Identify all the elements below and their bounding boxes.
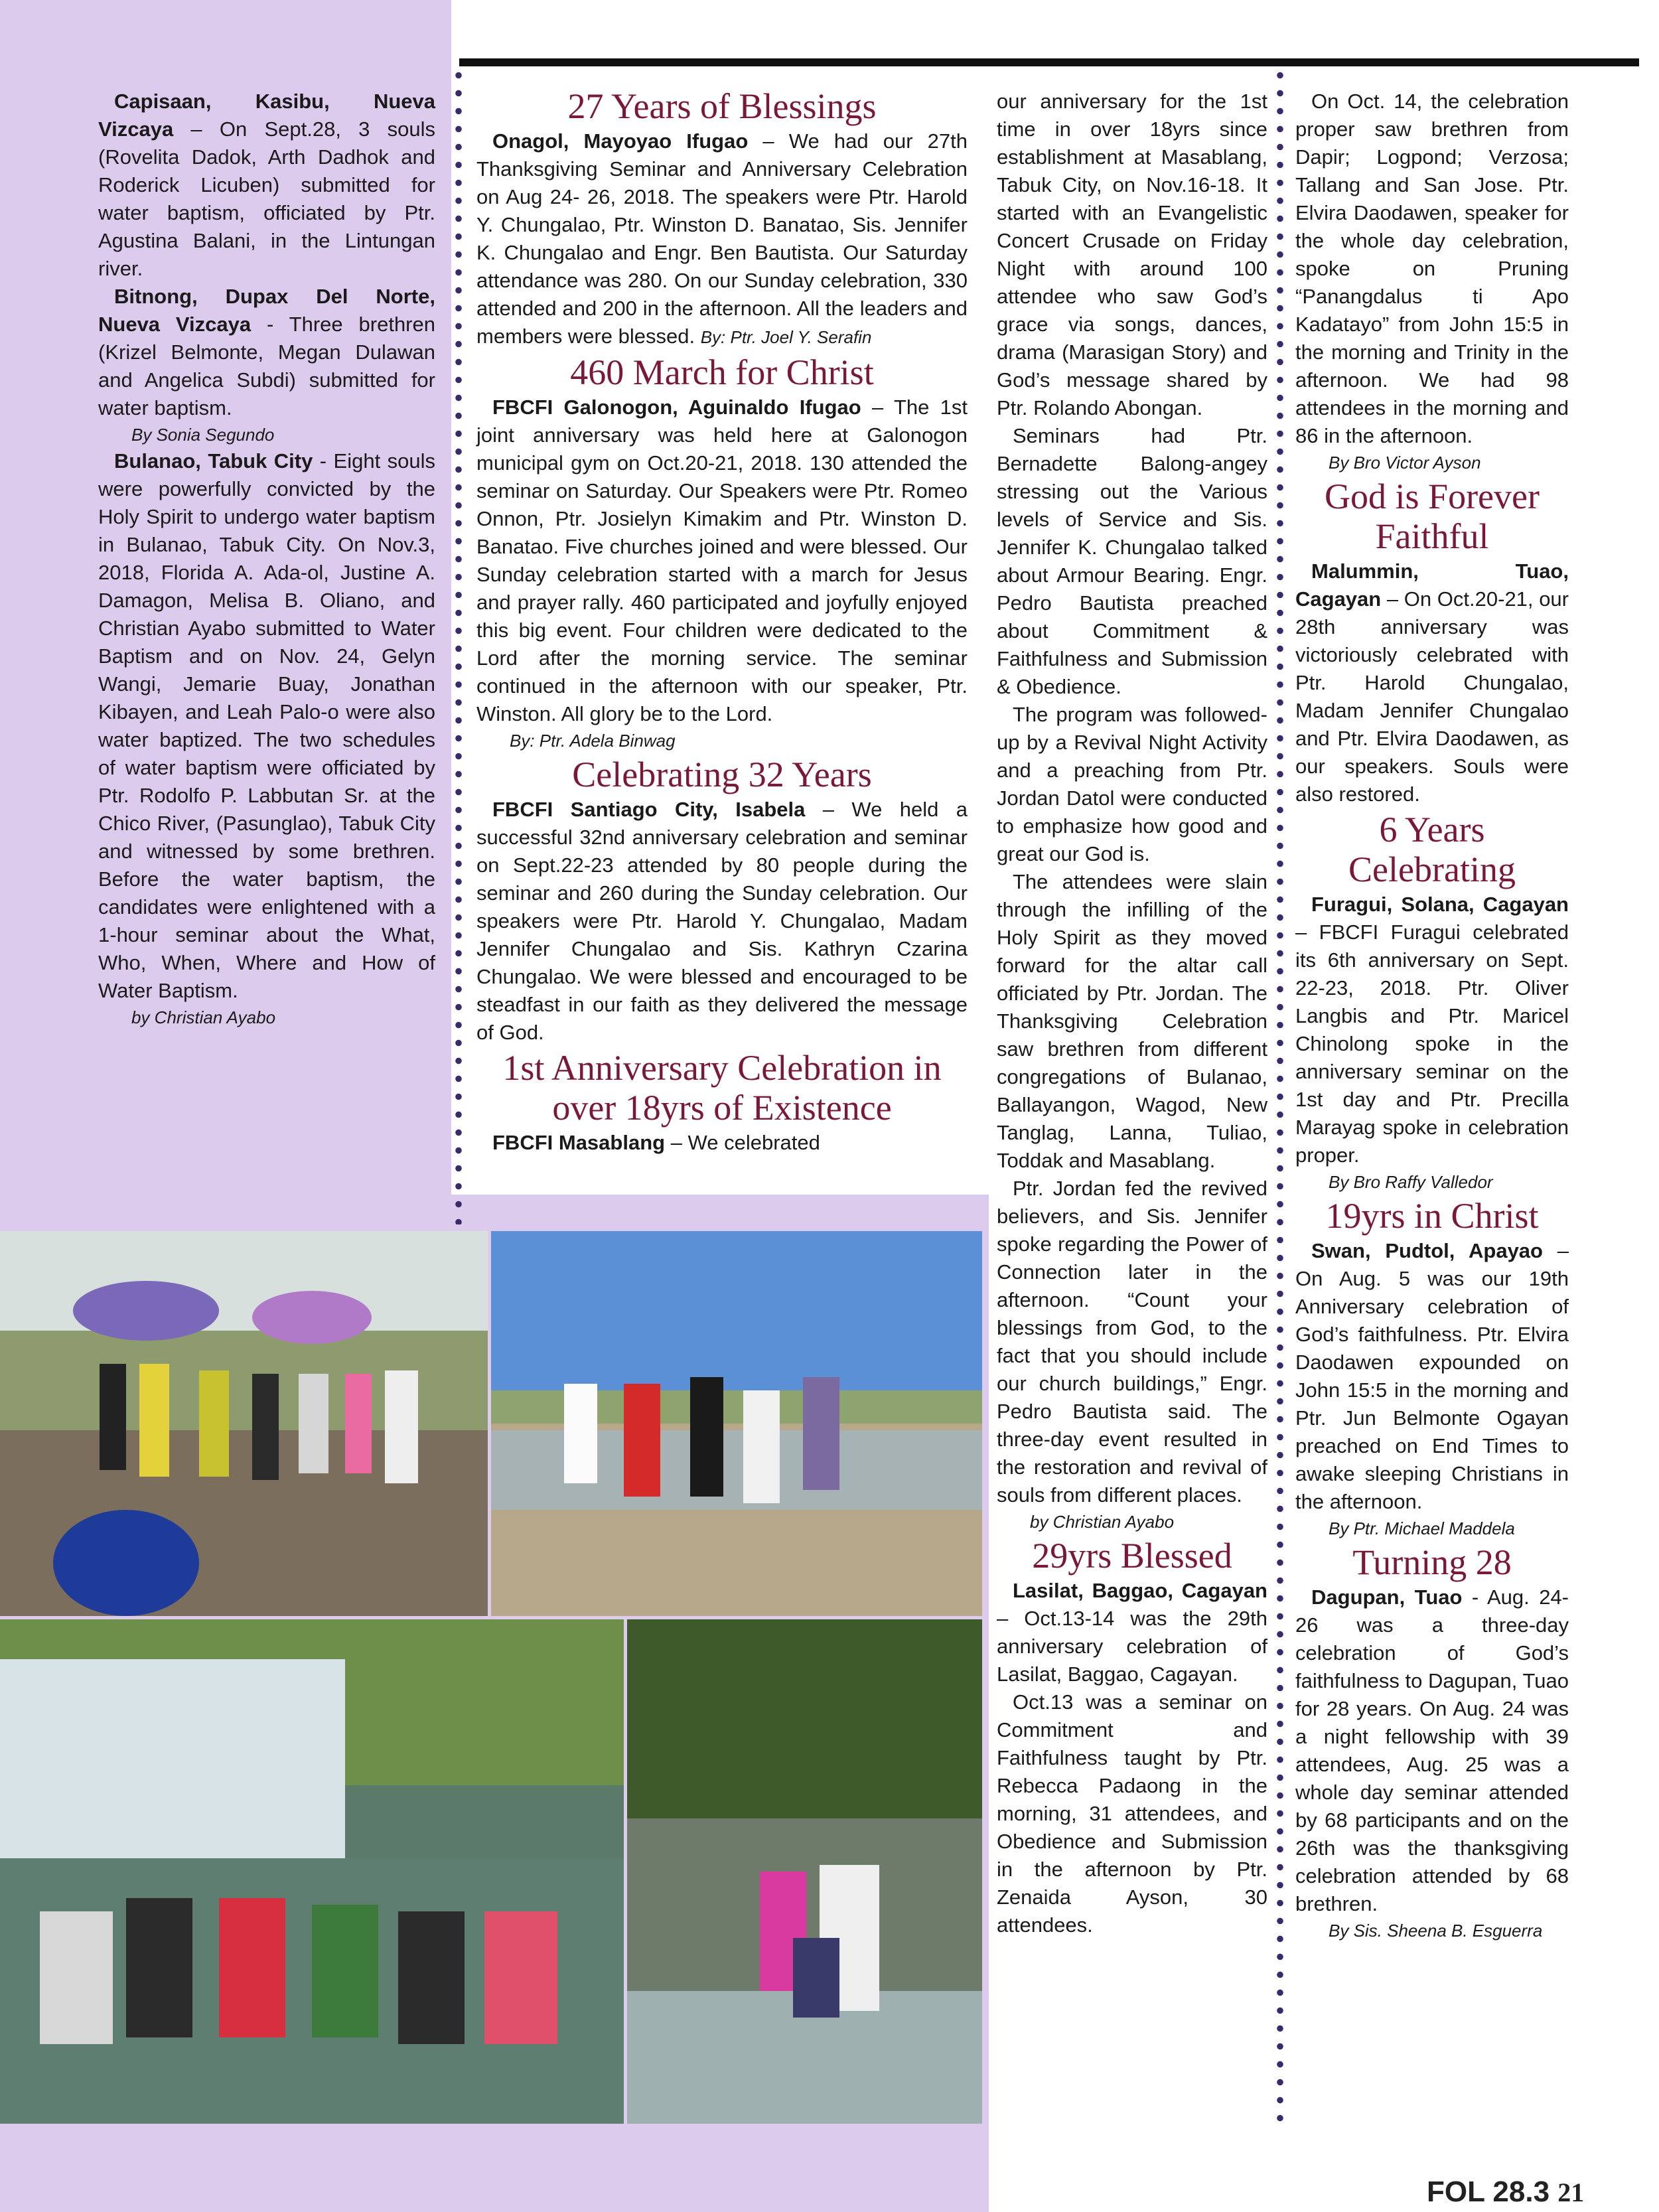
byline: By Bro Raffy Valledor [1329, 1172, 1493, 1192]
heading-27-years: 27 Years of Blessings [567, 86, 877, 126]
byline: By Sonia Segundo [131, 425, 275, 445]
byline: By: Ptr. Adela Binwag [510, 731, 676, 751]
article-bitnong: Bitnong, Dupax Del Norte, Nueva Vizcaya - Three brethren (Krizel Belmonte, Megan Dulawan and Angelica Subdi) submitted for water baptism. [98, 285, 435, 419]
article-onagol: Onagol, Mayoyao Ifugao – We had our 27th Thanksgiving Seminar and Anniversary Celebration on Aug 24- 26, 2018. The speakers were Ptr. Harold Y. Chungalao, Ptr. Winston D. Banatao, Sis. Jennifer K. Chungalao and Engr. Ben Bautista. Our Saturday attendance was 280. On our Sunday celebration, 330 attended and 200 in the afternoon. All the leaders and members were blessed. By: Ptr. Joel Y. Serafin [476, 129, 968, 348]
article-bulanao: Bulanao, Tabuk City - Eight souls were powerfully convicted by the Holy Spirit to undergo water baptism in Bulanao, Tabuk City. On Nov.3, 2018, Florida A. Ada-ol, Justine A. Damagon, Melisa B. Oliano, and Christian Ayabo submitted to Water Baptism and on Nov. 24, Gelyn Wangi, Jemarie Buay, Jonathan Kibayen, and Leah Palo-o were also water baptized. The two schedules of water baptism were officiated by Ptr. Rodolfo P. Labbutan Sr. at the Chico River, (Pasunglao), Tabuk City and witnessed by some brethren. Before the water baptism, the candidates were enlightened with a 1-hour seminar about the What, Who, When, Where and How of Water Baptism. [98, 449, 435, 1002]
page-number: 21 [1557, 2177, 1585, 2207]
dotted-divider-left [454, 66, 463, 1224]
heading-god-faithful: God is Forever Faithful [1325, 477, 1540, 556]
article-dagupan: Dagupan, Tuao - Aug. 24-26 was a three-day celebration of God’s faithfulness to Dagupan, Tuao for 28 years. On Aug. 24 was a night fellowship with 39 attendees, Aug. 25 was a whole day seminar attended by 68 participants and on the 26th was the thanksgiving celebration attended by 68 brethren. [1295, 1585, 1569, 1915]
issue-label: FOL 28.3 [1427, 2175, 1550, 2208]
byline: By Bro Victor Ayson [1329, 453, 1481, 473]
dotted-divider-right [1275, 66, 1285, 2124]
photo-river-raised-hands [491, 1231, 982, 1616]
paragraph: The program was followed-up by a Revival Night Activity and a preaching from Ptr. Jordan Datol were conducted to emphasize how good and great our God is. [997, 703, 1267, 865]
column-3 [997, 88, 1267, 1939]
heading-19yrs: 19yrs in Christ [1325, 1196, 1539, 1236]
byline: by Christian Ayabo [131, 1007, 276, 1027]
column-1 [98, 88, 435, 1030]
page-footer [1427, 2175, 1584, 2209]
article-masablang-cont: our anniversary for the 1st time in over 18yrs since establishment at Masablang, Tabuk City, on Nov.16-18. It started with an Evangelistic Concert Crusade on Friday Night with around 100 attendee who saw God’s grace via songs, dances, drama (Marasigan Story) and God’s message shared by Ptr. Rolando Abongan. [997, 90, 1267, 419]
paragraph: Ptr. Jordan fed the revived believers, and Sis. Jennifer spoke regarding the Power of Connection later in the afternoon. “Count your blessings from God, to the fact that you should include our church buildings,” Engr. Pedro Bautista said. The three-day event resulted in the restoration and revival of souls from different places. [997, 1177, 1267, 1507]
article-galonogon: FBCFI Galonogon, Aguinaldo Ifugao – The 1st joint anniversary was held here at Galonogon municipal gym on Oct.20-21, 2018. 130 attended the seminar on Saturday. Our Speakers were Ptr. Romeo Onnon, Ptr. Josielyn Kimakim and Ptr. Winston D. Banatao. Five churches joined and were blessed. Our Sunday celebration started with a march for Jesus and prayer rally. 460 participated and joyfully enjoyed this big event. Four children were dedicated to the Lord after the morning service. The seminar continued in the afternoon with our speaker, Ptr. Winston. All glory be to the Lord. [476, 396, 968, 725]
top-rule [459, 58, 1639, 66]
byline: by Christian Ayabo [1030, 1512, 1175, 1532]
article-capisaan: Capisaan, Kasibu, Nueva Vizcaya – On Sept.28, 3 souls (Rovelita Dadok, Arth Dadhok and Roderick Licuben) submitted for water baptism, officiated by Ptr. Agustina Balani, in the Lintungan river. [98, 90, 435, 280]
byline: By: Ptr. Joel Y. Serafin [700, 327, 872, 347]
heading-460-march: 460 March for Christ [570, 352, 874, 392]
heading-29yrs-blessed: 29yrs Blessed [1032, 1536, 1232, 1576]
heading-6-years: 6 Years Celebrating [1348, 810, 1516, 889]
article-masablang-start: FBCFI Masablang – We celebrated [492, 1131, 820, 1154]
paragraph: The attendees were slain through the infilling of the Holy Spirit as they moved forward for the altar call officiated by Ptr. Jordan. The Thanksgiving Celebration saw brethren from different congregations of Bulanao, Ballayangon, Wagod, New Tanglag, Lanna, Tuliao, Toddak and Masablang. [997, 870, 1267, 1172]
column-2 [476, 85, 968, 1157]
heading-turning-28: Turning 28 [1352, 1542, 1512, 1582]
article-lasilat: Lasilat, Baggao, Cagayan – Oct.13-14 was the 29th anniversary celebration of Lasilat, Baggao, Cagayan. [997, 1579, 1267, 1686]
article-swan: Swan, Pudtol, Apayao – On Aug. 5 was our 19th Anniversary celebration of God’s faithfulness. Ptr. Elvira Daodawen expounded on John 15:5 in the morning and Ptr. Jun Belmonte Ogayan preached on End Times to awake sleeping Christians in the afternoon. [1295, 1239, 1569, 1513]
paragraph: Seminars had Ptr. Bernadette Balong-angey stressing out the Various levels of Service and Sis. Jennifer K. Chungalao talked about Armour Bearing. Engr. Pedro Bautista preached about Commitment & Faithfulness and Submission & Obedience. [997, 424, 1267, 698]
paragraph: Oct.13 was a seminar on Commitment and Faithfulness taught by Ptr. Rebecca Padaong in the morning, 31 attendees, and Obedience and Submission in the afternoon by Ptr. Zenaida Ayson, 30 attendees. [997, 1690, 1267, 1937]
byline: By Sis. Sheena B. Esguerra [1329, 1921, 1543, 1941]
article-oct14: On Oct. 14, the celebration proper saw brethren from Dapir; Logpond; Verzosa; Tallang and San Jose. Ptr. Elvira Daodawen, speaker for the whole day celebration, spoke on Pruning “Panangdalus ti Apo Kadatayo” from John 15:5 in the morning and Trinity in the afternoon. We had 98 attendees in the morning and 86 in the afternoon. [1295, 90, 1569, 447]
photo-baptism-stream [627, 1619, 982, 2124]
photo-riverbank-umbrellas [0, 1231, 488, 1616]
byline: By Ptr. Michael Maddela [1329, 1518, 1515, 1538]
photo-waterfall-group [0, 1619, 624, 2124]
article-santiago: FBCFI Santiago City, Isabela – We held a successful 32nd anniversary celebration and seminar on Sept.22-23 attended by 80 people during the seminar and 260 during the Sunday celebration. Our speakers were Ptr. Harold Y. Chungalao, Madam Jennifer Chungalao and Sis. Kathryn Czarina Chungalao. We were blessed and encouraged to be steadfast in our faith as they delivered the message of God. [476, 798, 968, 1044]
heading-1st-anniversary: 1st Anniversary Celebration in over 18yrs of Existence [502, 1048, 942, 1128]
article-furagui: Furagui, Solana, Cagayan – FBCFI Furagui celebrated its 6th anniversary on Sept. 22-23, 2018. Ptr. Oliver Langbis and Ptr. Maricel Chinolong spoke in the anniversary seminar on the 1st day and Ptr. Precilla Marayag spoke in celebration proper. [1295, 893, 1569, 1167]
article-malummin: Malummin, Tuao, Cagayan – On Oct.20-21, our 28th anniversary was victoriously celebrated with Ptr. Harold Chungalao, Madam Jennifer Chungalao and Ptr. Elvira Daodawen, as our speakers. Souls were also restored. [1295, 559, 1569, 806]
column-4 [1295, 88, 1569, 1943]
heading-32-years: Celebrating 32 Years [572, 755, 872, 794]
